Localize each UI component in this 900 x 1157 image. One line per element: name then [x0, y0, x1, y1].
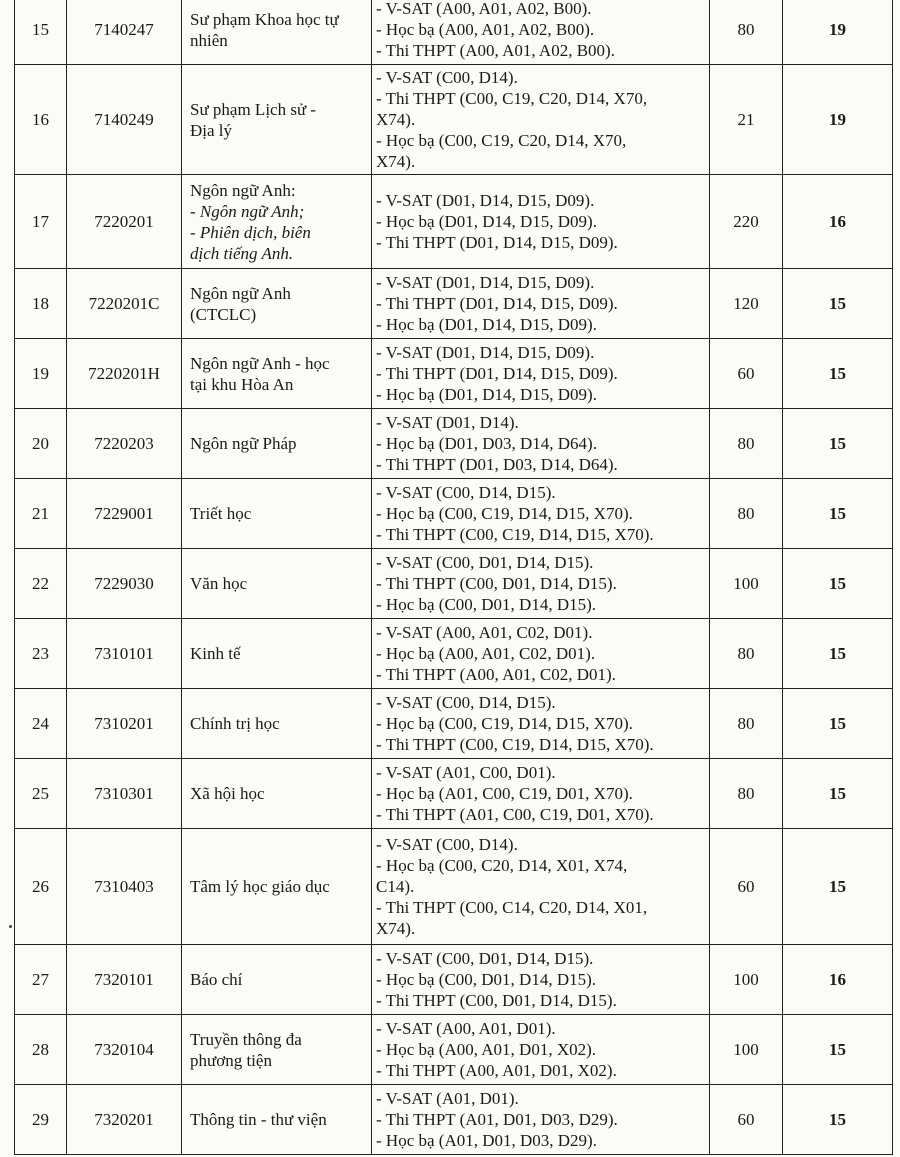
- program-code-cell: 7320101: [67, 945, 182, 1015]
- program-code-cell: 7320201: [67, 1085, 182, 1155]
- admission-method-line: - Học bạ (C00, C19, D14, D15, X70).: [376, 504, 633, 523]
- min-score-cell: 15: [783, 269, 893, 339]
- admission-method-line: - Thi THPT (C00, D01, D14, D15).: [376, 574, 617, 593]
- quota-cell: 100: [710, 1015, 783, 1085]
- admission-method-line: - Học bạ (C00, C20, D14, X01, X74,: [376, 856, 628, 875]
- min-score-cell: 15: [783, 1085, 893, 1155]
- min-score-cell: 16: [783, 175, 893, 269]
- program-name-cell: [182, 269, 372, 339]
- quota-cell: 100: [710, 945, 783, 1015]
- program-name-cell: [182, 175, 372, 269]
- table-row: [15, 829, 893, 945]
- admission-method-line: - V-SAT (A00, A01, C02, D01).: [376, 623, 593, 642]
- admission-method-line: - Học bạ (A01, C00, C19, D01, X70).: [376, 784, 633, 803]
- quota-cell: 80: [710, 689, 783, 759]
- program-code-cell: 7220201C: [67, 269, 182, 339]
- admission-method-line: - Học bạ (C00, C19, C20, D14, X70,: [376, 131, 627, 150]
- row-number-cell: 16: [15, 65, 67, 175]
- admission-method-line: - Thi THPT (D01, D14, D15, D09).: [376, 294, 618, 313]
- row-number-cell: 24: [15, 689, 67, 759]
- program-name-line: Ngôn ngữ Anh - học: [190, 353, 330, 373]
- table-row: [15, 689, 893, 759]
- program-name-line: Văn học: [190, 574, 248, 593]
- quota-cell: 100: [710, 549, 783, 619]
- program-code-cell: 7310201: [67, 689, 182, 759]
- admission-method-line: - Học bạ (A00, A01, D01, X02).: [376, 1040, 597, 1059]
- program-name-line: Kinh tế: [190, 644, 241, 663]
- admission-methods-cell: [372, 0, 710, 65]
- table-row: [15, 759, 893, 829]
- program-name-cell: [182, 0, 372, 65]
- admission-method-line: - V-SAT (A00, A01, D01).: [376, 1019, 556, 1038]
- admission-methods-cell: [372, 479, 710, 549]
- min-score-cell: 15: [783, 759, 893, 829]
- admission-methods-cell: [372, 269, 710, 339]
- table-row: [15, 0, 893, 65]
- admission-methods-cell: [372, 759, 710, 829]
- quota-cell: 80: [710, 479, 783, 549]
- program-name-line: Báo chí: [190, 970, 243, 989]
- program-name-line: Ngôn ngữ Anh: [190, 283, 291, 303]
- program-name-line: phương tiện: [190, 1050, 272, 1070]
- program-code-cell: 7229030: [67, 549, 182, 619]
- min-score-cell: 15: [783, 339, 893, 409]
- admission-method-line: - Học bạ (C00, D01, D14, D15).: [376, 595, 597, 614]
- admission-method-line: - V-SAT (D01, D14, D15, D09).: [376, 273, 595, 292]
- program-code-cell: 7310301: [67, 759, 182, 829]
- admission-method-line: - V-SAT (C00, D14, D15).: [376, 483, 556, 502]
- table-row: [15, 479, 893, 549]
- admission-method-line: - Thi THPT (A01, C00, C19, D01, X70).: [376, 805, 654, 824]
- admission-methods-cell: [372, 945, 710, 1015]
- admission-method-line: - Thi THPT (A01, D01, D03, D29).: [376, 1110, 618, 1129]
- table-row: [15, 549, 893, 619]
- table-row: [15, 65, 893, 175]
- row-number-cell: 19: [15, 339, 67, 409]
- admission-methods-cell: [372, 409, 710, 479]
- program-name-line: (CTCLC): [190, 304, 257, 324]
- program-code-cell: 7220203: [67, 409, 182, 479]
- program-name-line: Sư phạm Lịch sử -: [190, 99, 317, 119]
- quota-cell: 80: [710, 409, 783, 479]
- admission-method-line: - Học bạ (D01, D03, D14, D64).: [376, 434, 597, 453]
- program-name-line: Xã hội học: [190, 784, 265, 803]
- admission-method-line: - Học bạ (A00, A01, C02, D01).: [376, 644, 596, 663]
- program-name-cell: [182, 549, 372, 619]
- program-name-line: Triết học: [190, 504, 252, 523]
- table-body: [15, 0, 893, 1155]
- admission-method-line: X74).: [376, 152, 416, 171]
- admission-method-line: - Thi THPT (D01, D14, D15, D09).: [376, 233, 618, 252]
- min-score-cell: 15: [783, 409, 893, 479]
- row-number-cell: 27: [15, 945, 67, 1015]
- admission-methods-cell: [372, 1015, 710, 1085]
- program-code-cell: 7220201: [67, 175, 182, 269]
- row-number-cell: 28: [15, 1015, 67, 1085]
- quota-cell: 21: [710, 65, 783, 175]
- program-code-cell: 7220201H: [67, 339, 182, 409]
- table-row: [15, 1015, 893, 1085]
- program-name-cell: [182, 689, 372, 759]
- program-code-cell: 7140247: [67, 0, 182, 65]
- program-code-cell: 7229001: [67, 479, 182, 549]
- min-score-cell: 15: [783, 829, 893, 945]
- program-name-cell: [182, 619, 372, 689]
- program-name-cell: [182, 1015, 372, 1085]
- program-subname-line: dịch tiếng Anh.: [190, 243, 294, 263]
- admission-method-line: - Thi THPT (A00, A01, D01, X02).: [376, 1061, 617, 1080]
- admission-methods-cell: [372, 1085, 710, 1155]
- admission-method-line: - V-SAT (A00, A01, A02, B00).: [376, 0, 592, 18]
- table-row: [15, 175, 893, 269]
- admission-method-line: X74).: [376, 110, 416, 129]
- quota-cell: 60: [710, 339, 783, 409]
- admission-method-line: - Học bạ (C00, D01, D14, D15).: [376, 970, 597, 989]
- min-score-cell: 19: [783, 65, 893, 175]
- table-row: [15, 945, 893, 1015]
- admission-method-line: - Học bạ (A01, D01, D03, D29).: [376, 1131, 597, 1150]
- admission-method-line: - V-SAT (D01, D14).: [376, 413, 519, 432]
- quota-cell: 120: [710, 269, 783, 339]
- row-number-cell: 18: [15, 269, 67, 339]
- admission-methods-cell: [372, 549, 710, 619]
- admission-method-line: - V-SAT (C00, D14).: [376, 835, 518, 854]
- program-name-cell: [182, 829, 372, 945]
- row-number-cell: 26: [15, 829, 67, 945]
- admission-method-line: - V-SAT (A01, D01).: [376, 1089, 519, 1108]
- quota-cell: 80: [710, 619, 783, 689]
- admission-method-line: - Học bạ (D01, D14, D15, D09).: [376, 315, 597, 334]
- admission-table: [14, 0, 893, 1155]
- admission-methods-cell: [372, 175, 710, 269]
- admission-methods-cell: [372, 619, 710, 689]
- row-number-cell: 29: [15, 1085, 67, 1155]
- table-row: [15, 409, 893, 479]
- admission-method-line: - Thi THPT (A00, A01, A02, B00).: [376, 41, 615, 60]
- admission-method-line: - V-SAT (C00, D01, D14, D15).: [376, 949, 594, 968]
- min-score-cell: 15: [783, 479, 893, 549]
- admission-method-line: - V-SAT (A01, C00, D01).: [376, 763, 556, 782]
- admission-method-line: - Học bạ (A00, A01, A02, B00).: [376, 20, 595, 39]
- admission-method-line: - Học bạ (C00, C19, D14, D15, X70).: [376, 714, 633, 733]
- quota-cell: 80: [710, 0, 783, 65]
- row-number-cell: 15: [15, 0, 67, 65]
- min-score-cell: 19: [783, 0, 893, 65]
- admission-method-line: - V-SAT (D01, D14, D15, D09).: [376, 191, 595, 210]
- program-name-cell: [182, 479, 372, 549]
- admission-method-line: - Học bạ (D01, D14, D15, D09).: [376, 385, 597, 404]
- row-number-cell: 21: [15, 479, 67, 549]
- row-number-cell: 17: [15, 175, 67, 269]
- program-name-line: Sư phạm Khoa học tự: [190, 9, 339, 29]
- admission-method-line: X74).: [376, 919, 416, 938]
- program-name-line: tại khu Hòa An: [190, 374, 294, 394]
- program-name-cell: [182, 1085, 372, 1155]
- table-row: [15, 269, 893, 339]
- admission-method-line: - Thi THPT (C00, C14, C20, D14, X01,: [376, 898, 648, 917]
- scan-speck: [9, 925, 12, 928]
- program-name-line: Tâm lý học giáo dục: [190, 877, 330, 896]
- min-score-cell: 16: [783, 945, 893, 1015]
- program-code-cell: 7310101: [67, 619, 182, 689]
- row-number-cell: 22: [15, 549, 67, 619]
- program-code-cell: 7140249: [67, 65, 182, 175]
- min-score-cell: 15: [783, 1015, 893, 1085]
- admission-method-line: - V-SAT (C00, D14).: [376, 68, 518, 87]
- admission-methods-cell: [372, 65, 710, 175]
- admission-method-line: - V-SAT (C00, D14, D15).: [376, 693, 556, 712]
- program-name-cell: [182, 65, 372, 175]
- quota-cell: 220: [710, 175, 783, 269]
- table-row: [15, 1085, 893, 1155]
- table-row: [15, 339, 893, 409]
- program-name-cell: [182, 409, 372, 479]
- program-name-line: Ngôn ngữ Anh:: [190, 180, 296, 200]
- program-subname-line: - Phiên dịch, biên: [190, 222, 311, 242]
- admission-methods-cell: [372, 689, 710, 759]
- program-code-cell: 7310403: [67, 829, 182, 945]
- quota-cell: 60: [710, 829, 783, 945]
- admission-method-line: - V-SAT (D01, D14, D15, D09).: [376, 343, 595, 362]
- admission-method-line: - Thi THPT (C00, C19, D14, D15, X70).: [376, 525, 654, 544]
- program-name-line: nhiên: [190, 30, 228, 50]
- program-name-line: Ngôn ngữ Pháp: [190, 434, 297, 453]
- min-score-cell: 15: [783, 549, 893, 619]
- program-name-line: Địa lý: [190, 120, 233, 140]
- admission-method-line: - Thi THPT (D01, D03, D14, D64).: [376, 455, 618, 474]
- row-number-cell: 20: [15, 409, 67, 479]
- quota-cell: 80: [710, 759, 783, 829]
- min-score-cell: 15: [783, 689, 893, 759]
- row-number-cell: 25: [15, 759, 67, 829]
- admission-methods-cell: [372, 339, 710, 409]
- table-row: [15, 619, 893, 689]
- admission-method-line: C14).: [376, 877, 415, 896]
- program-name-cell: [182, 945, 372, 1015]
- min-score-cell: 15: [783, 619, 893, 689]
- quota-cell: 60: [710, 1085, 783, 1155]
- program-code-cell: 7320104: [67, 1015, 182, 1085]
- admission-method-line: - Thi THPT (A00, A01, C02, D01).: [376, 665, 616, 684]
- row-number-cell: 23: [15, 619, 67, 689]
- admission-methods-cell: [372, 829, 710, 945]
- program-name-cell: [182, 339, 372, 409]
- program-name-cell: [182, 759, 372, 829]
- admission-method-line: - Thi THPT (C00, C19, C20, D14, X70,: [376, 89, 648, 108]
- admission-method-line: - Thi THPT (D01, D14, D15, D09).: [376, 364, 618, 383]
- program-subname-line: - Ngôn ngữ Anh;: [190, 201, 305, 221]
- program-name-line: Chính trị học: [190, 714, 280, 733]
- admission-method-line: - V-SAT (C00, D01, D14, D15).: [376, 553, 594, 572]
- program-name-line: Thông tin - thư viện: [190, 1110, 327, 1129]
- admission-method-line: - Thi THPT (C00, D01, D14, D15).: [376, 991, 617, 1010]
- admission-method-line: - Thi THPT (C00, C19, D14, D15, X70).: [376, 735, 654, 754]
- admission-method-line: - Học bạ (D01, D14, D15, D09).: [376, 212, 597, 231]
- program-name-line: Truyền thông đa: [190, 1029, 302, 1049]
